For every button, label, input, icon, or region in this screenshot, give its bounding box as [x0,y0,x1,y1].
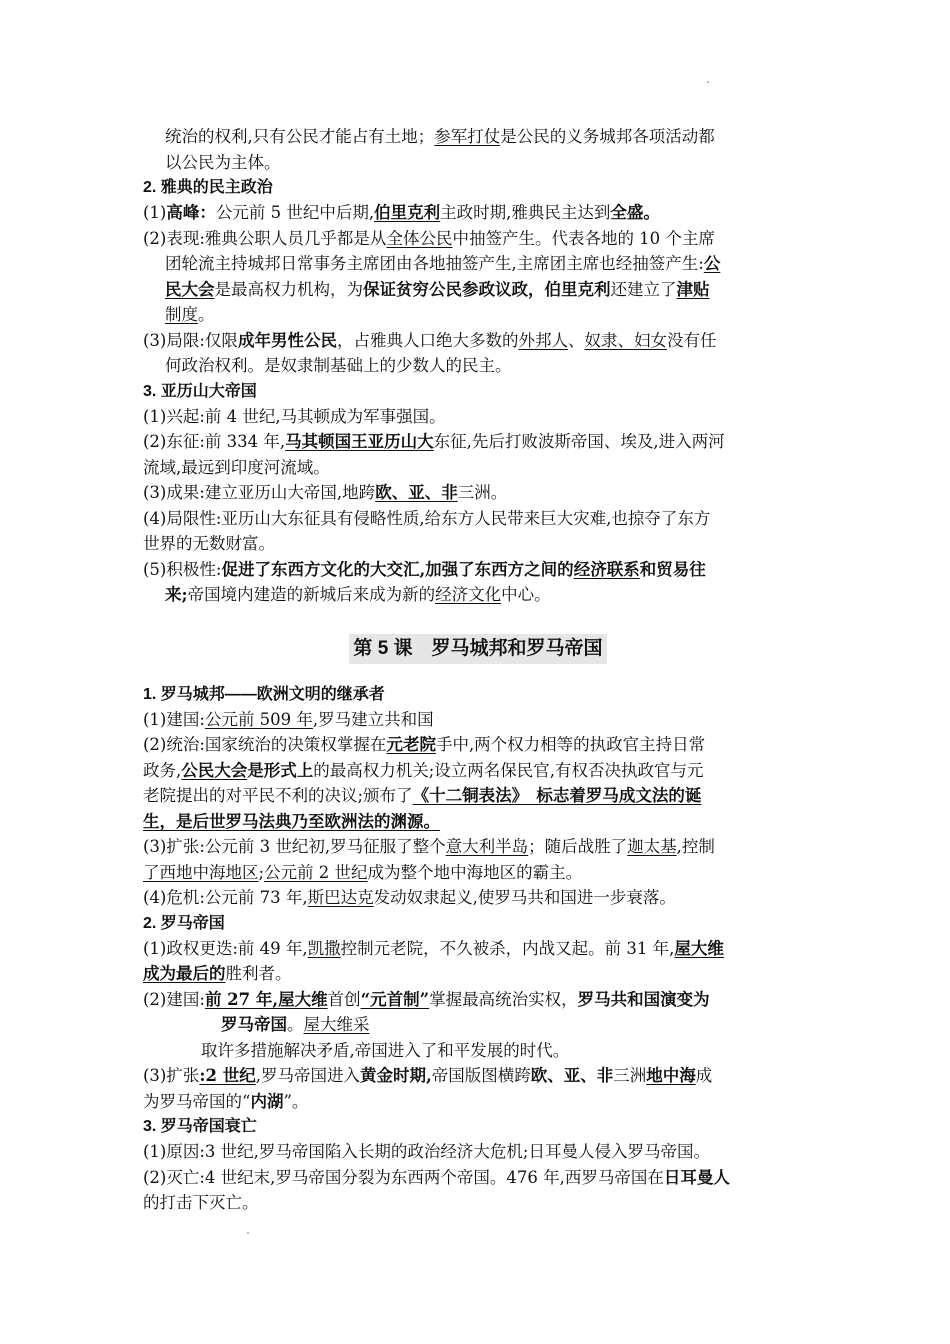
text-run: 没有任 [666,330,717,350]
text-line [143,860,813,886]
text-run: 全盛。 [610,203,660,222]
scan-dot [707,81,709,83]
text-line [143,961,813,987]
text-run: (4)危机:公元前 73 年, [143,888,308,907]
text-run: (3)局限:仅限 [143,330,238,350]
text-run: 是最高权力机构，为 [214,279,363,299]
text-run: 取许多措施解决矛盾,帝国进入了和平发展的时代。 [201,1040,570,1060]
text-line [143,834,813,860]
text-run: (3)成果:建立亚历山大帝国,地跨 [143,483,376,502]
text-run: 亚历山大 [367,432,434,451]
text-run: 奴隶、妇女 [584,330,667,350]
text-run: :2 世纪 [199,1066,256,1085]
section-heading: 2. 罗马帝国 [143,914,225,932]
text-run: 全体公民 [386,228,453,248]
text-run: 中心。 [501,585,551,604]
section-heading: 1. 罗马城邦——欧洲文明的继承者 [143,685,385,703]
text-run: 三洲 [613,1066,647,1085]
text-line [143,557,813,583]
text-run: 三洲。 [457,483,508,502]
text-run: 津贴 [676,279,710,299]
text-run: 日耳曼人 [663,1167,730,1187]
text-run: 流域,最远到印度河流域。 [143,457,330,477]
text-run: 公元前 509 年 [204,709,313,729]
text-run: 和贸易往 [639,559,706,579]
text-run: 。 [287,1015,304,1034]
text-run: 的打击下灭亡。 [143,1193,259,1212]
text-run: 团轮流主持城邦日常事务主席团由各地抽签产生,主席团主席也经抽签产生: [165,254,704,273]
text-line [143,987,813,1013]
text-run: ；随后战胜了 [528,837,628,856]
text-run: 黄金时期, [359,1066,432,1085]
text-run: 经济联系 [573,559,640,579]
text-run: 民大会 [165,279,215,299]
text-line [143,1038,813,1064]
text-run: 前 27 年,屋大维 [204,989,328,1009]
text-run: 还建立了 [610,279,677,299]
text-run: (4)局限性:亚历山大东征具有侵略性质,给东方人民带来巨大灾难,也掠夺了东方 [143,508,711,528]
text-run: (2)灭亡:4 世纪末,罗马帝国分裂为东西两个帝国。476 年,西罗马帝国在 [143,1167,664,1187]
text-line [143,353,813,379]
section-heading: 3. 罗马帝国衰亡 [143,1118,257,1135]
text-run: 了西地中海地区 [143,862,259,882]
text-run: 东征,先后打败波斯帝国、埃及,进入两河 [433,432,725,451]
text-run: 马其顿国王 [285,432,368,451]
text-run: (2)建国: [143,989,205,1009]
text-line [143,150,813,176]
lesson-title-wrap [143,634,813,664]
text-line [143,506,813,532]
section-heading: 3. 亚历山大帝国 [143,382,257,400]
text-run: ; [258,862,265,882]
text-run: 何政治权利。是奴隶制基础上的少数人的民主。 [165,356,512,375]
scan-dot [247,1232,249,1234]
text-line [143,809,813,835]
text-run: 中抽签产生。代表各地的 10 个主席 [452,228,715,248]
text-run: 掌握最高统治实权， [429,989,578,1009]
text-run: 罗马帝国 [221,1015,287,1034]
text-line [143,1012,813,1038]
text-run: (1)原因:3 世纪,罗马帝国陷入长期的政治经济大危机;日耳曼人侵入罗马帝国。 [143,1142,710,1161]
text-run: 帝国版图横跨 [431,1066,531,1085]
text-run: 首创 [327,989,361,1009]
text-run: 政务, [143,760,182,780]
text-run: 元老院 [386,735,436,754]
text-run: 伯里克利 [374,203,441,222]
text-run: 经济文化 [435,585,502,604]
text-run: ,控制 [676,837,715,856]
text-run: 参军打仗 [434,127,501,146]
text-run: 公元前 2 世纪 [264,862,368,882]
text-run: 成 [695,1066,713,1085]
document-page [143,124,813,1216]
text-run: 以公民为主体。 [165,152,281,172]
text-line [143,1165,813,1191]
text-line [143,302,813,328]
text-run: 《十二铜表法》 标志着罗马成文法的诞 [412,786,702,805]
text-run: (2)统治:国家统治的决策权掌握在 [143,735,387,754]
text-run: 公 [703,254,721,273]
text-line [143,1190,813,1216]
text-line [143,758,813,784]
text-run: 欧、亚、非 [530,1066,614,1085]
text-run: 手中,两个权力相等的执政官主持日常 [435,735,706,754]
text-run: (1)兴起:前 4 世纪,马其顿成为军事强国。 [143,406,446,426]
text-line [143,885,813,911]
text-run: 是公民的义务城邦各项活动都 [500,127,715,146]
text-run: 公元前 5 世纪中后期, [215,203,375,222]
text-run: “元首制” [360,989,430,1009]
text-run: 公民大会 [181,760,248,780]
text-run: 。 [198,305,215,324]
text-run: 控制元老院，不久被杀，内战又起。前 31 年, [340,938,675,958]
text-run: 制度 [165,305,198,324]
text-line [143,1089,813,1115]
text-run: 成为整个地中海地区的霸主。 [367,862,583,882]
text-run: 成为最后的 [143,964,226,983]
text-run: 地中海 [646,1066,696,1085]
section-heading: 2. 雅典的民主政治 [143,179,273,196]
text-run: 是形式上 [247,760,314,780]
text-run: 统治的权利,只有公民才能占有土地； [165,127,435,146]
text-run: ”。 [283,1091,309,1111]
text-run: 成年男性公民 [237,330,337,350]
text-line [143,200,813,226]
text-run: 老院提出的对平民不利的决议;颁布了 [143,786,413,805]
text-run: (3)扩张:公元前 3 世纪初,罗马征服了整个 [143,837,446,856]
text-line [143,783,813,809]
text-run: 胜利者。 [225,964,292,983]
text-run: 高峰： [166,203,216,222]
text-run: 发动奴隶起义,使罗马共和国进一步衰落。 [373,888,676,907]
text-line [143,455,813,481]
text-run: 世界的无数财富。 [143,534,275,553]
text-run: 迦太基 [627,837,677,856]
text-line [143,480,813,506]
text-run: 屋大维 [674,938,724,958]
text-line [143,226,813,252]
text-run: 帝国境内建造的新城后来成为新的 [187,585,436,604]
text-run: (1)政权更迭:前 49 年, [143,938,308,958]
text-line [143,277,813,303]
text-run: 促进了东西方文化的大交汇,加强了东西方之间的 [221,559,574,579]
text-run: 意大利半岛 [445,837,529,856]
text-run: 来; [165,585,188,604]
text-run: 内湖 [250,1091,284,1111]
text-run: 保证贫穷公民参政议政，伯里克利 [363,279,611,299]
text-run: 斯巴达克 [307,888,374,907]
text-line [143,732,813,758]
text-run: 、 [567,330,585,350]
text-line [143,936,813,962]
text-line [143,328,813,354]
lesson-title: 第 5 课 罗马城邦和罗马帝国 [349,634,606,664]
text-run: ,罗马帝国进入 [255,1066,360,1085]
text-run: (3)扩张 [143,1066,200,1085]
text-run: 欧、亚、非 [375,483,458,502]
text-line [143,124,813,150]
text-run: (5)积极性: [143,559,222,579]
text-run: 的最高权力机关;设立两名保民官,有权否决执政官与元 [313,760,704,780]
text-run: 凯撒 [307,938,341,958]
text-line [143,251,813,277]
text-run: 罗马共和国演变为 [577,989,710,1009]
text-line [143,429,813,455]
text-run: 主政时期,雅典民主达到 [440,203,611,222]
text-run: 外邦人 [518,330,568,350]
text-line [143,1139,813,1165]
text-run: ,罗马建立共和国 [312,709,434,729]
text-run: 为罗马帝国的“ [143,1091,251,1111]
text-run: (1) [143,203,167,222]
text-line [143,707,813,733]
text-run: 屋大维采 [303,1015,370,1034]
text-line [143,582,813,608]
text-run: ，占雅典人口绝大多数的 [336,330,519,350]
text-run: (1)建国: [143,709,205,729]
text-line [143,404,813,430]
text-run: (2)表现:雅典公职人员几乎都是从 [143,228,387,248]
text-run: 生，是后世罗马法典乃至欧洲法的渊源。 [143,811,440,831]
text-line [143,1063,813,1089]
text-run: (2)东征:前 334 年, [143,432,286,451]
text-line [143,531,813,557]
